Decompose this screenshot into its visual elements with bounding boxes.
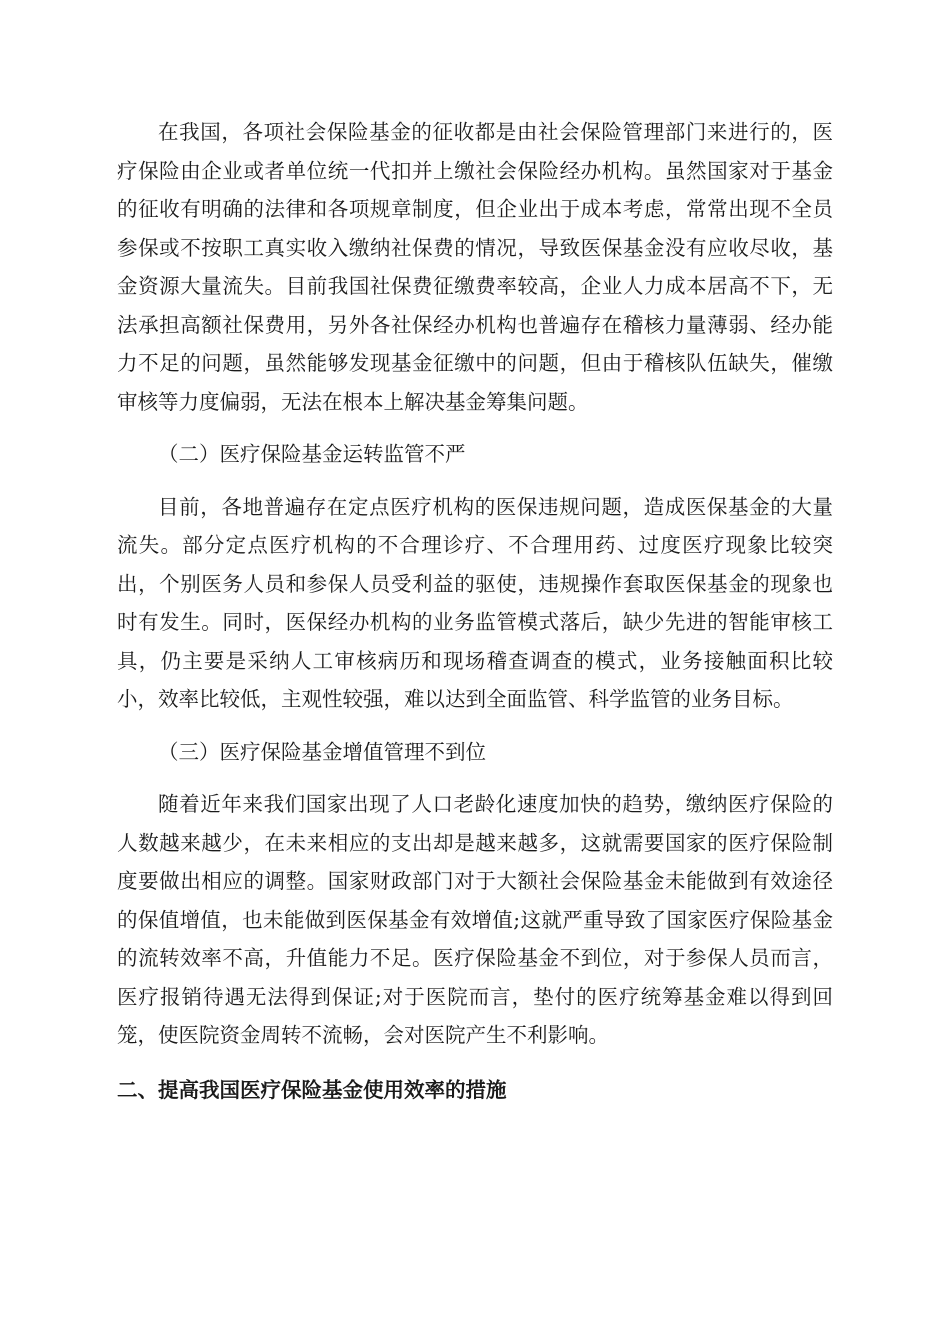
subheading-value-management: （三）医疗保险基金增值管理不到位 — [158, 739, 486, 764]
document-page — [117, 113, 833, 1109]
paragraph-fund-collection: 在我国，各项社会保险基金的征收都是由社会保险管理部门来进行的，医疗保险由企业或者单位统一代扣并上缴社会保险经办机构。虽然国家对于基金的征收有明确的法律和各项规章制度，但企业出于成本考虑，常常出现不全员参保或不按职工真实收入缴纳社保费的情况，导致医保基金没有应收尽收，基金资源大量流失。目前我国社保费征缴费率较高，企业人力成本居高不下，无法承担高额社保费用，另外各社保经办机构也普遍存在稽核力量薄弱、经办能力不足的问题，虽然能够发现基金征缴中的问题，但由于稽核队伍缺失，催缴审核等力度偏弱，无法在根本上解决基金筹集问题。 — [117, 120, 833, 414]
subheading-supervision: （二）医疗保险基金运转监管不严 — [158, 442, 466, 466]
paragraph-supervision: 目前，各地普遍存在定点医疗机构的医保违规问题，造成医保基金的大量流失。部分定点医疗机构的不合理诊疗、不合理用药、过度医疗现象比较突出，个别医务人员和参保人员受利益的驱使，违规操作套取医保基金的现象也时有发生。同时，医保经办机构的业务监管模式落后，缺少先进的智能审核工具，仍主要是采纳人工审核病历和现场稽查调查的模式，业务接触面积比较小，效率比较低，主观性较强，难以达到全面监管、科学监管的业务目标。 — [117, 494, 833, 711]
section-heading-measures: 二、提高我国医疗保险基金使用效率的措施 — [117, 1077, 507, 1102]
paragraph-value-management: 随着近年来我们国家出现了人口老龄化速度加快的趋势，缴纳医疗保险的人数越来越少，在未来相应的支出却是越来越多，这就需要国家的医疗保险制度要做出相应的调整。国家财政部门对于大额社会保险基金未能做到有效途径的保值增值，也未能做到医保基金有效增值;这就严重导致了国家医疗保险基金的流转效率不高，升值能力不足。医疗保险基金不到位，对于参保人员而言，医疗报销待遇无法得到保证;对于医院而言，垫付的医疗统筹基金难以得到回笼，使医院资金周转不流畅，会对医院产生不利影响。 — [117, 792, 833, 1047]
